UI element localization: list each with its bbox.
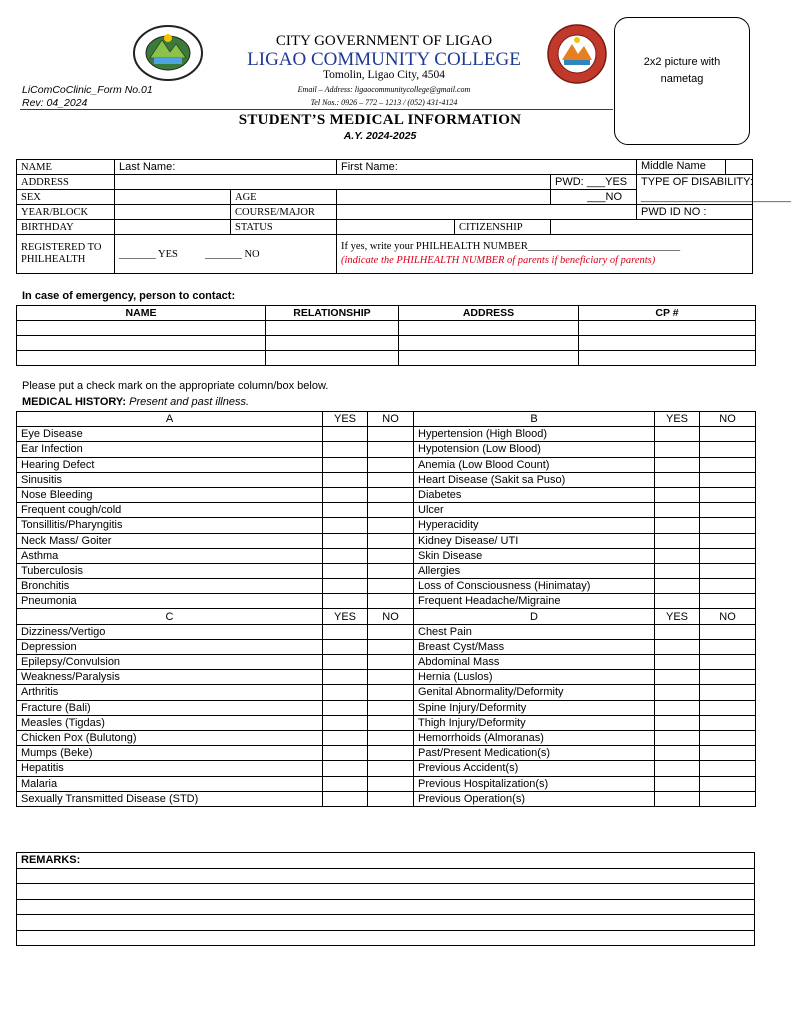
remarks-line[interactable] [17, 930, 755, 946]
illness-label: Abdominal Mass [414, 655, 655, 670]
illness-label: Loss of Consciousness (Hinimatay) [414, 579, 655, 594]
emergency-cell[interactable] [17, 336, 266, 351]
illness-label: Hyperacidity [414, 518, 655, 533]
illness-label: Spine Injury/Deformity [414, 700, 655, 715]
illness-yes-checkbox[interactable] [323, 776, 368, 791]
illness-no-checkbox[interactable] [368, 685, 414, 700]
age-field[interactable] [337, 190, 551, 205]
sex-label: SEX [17, 190, 115, 205]
illness-no-checkbox[interactable] [368, 639, 414, 654]
illness-no-checkbox[interactable] [368, 670, 414, 685]
table-row [17, 533, 756, 548]
illness-yes-checkbox[interactable] [323, 457, 368, 472]
illness-label: Neck Mass/ Goiter [17, 533, 323, 548]
table-row [17, 685, 756, 700]
college-email: Email – Address: ligaocommunitycollege@gmail.com [297, 85, 471, 94]
remarks-line[interactable] [17, 868, 755, 884]
illness-label: Tuberculosis [17, 563, 323, 578]
medical-history-table [16, 411, 756, 807]
first-name-field[interactable]: First Name: [337, 160, 637, 175]
emergency-cell[interactable] [266, 351, 399, 366]
illness-yes-checkbox[interactable] [655, 594, 700, 609]
table-row [17, 457, 756, 472]
illness-label: Dizziness/Vertigo [17, 624, 323, 639]
illness-label: Previous Accident(s) [414, 761, 655, 776]
illness-no-checkbox[interactable] [700, 442, 756, 457]
illness-no-checkbox[interactable] [700, 548, 756, 563]
illness-yes-checkbox[interactable] [323, 427, 368, 442]
academic-year: A.Y. 2024-2025 [343, 130, 417, 142]
photo-label: 2x2 picture with nametag [643, 56, 721, 85]
table-row [17, 884, 755, 900]
illness-label: Sinusitis [17, 472, 323, 487]
illness-no-checkbox[interactable] [700, 730, 756, 745]
section-d-header: D [414, 609, 655, 624]
type-disability-label: TYPE OF DISABILITY: [637, 175, 753, 190]
illness-yes-checkbox[interactable] [323, 746, 368, 761]
illness-no-checkbox[interactable] [700, 518, 756, 533]
birthday-field[interactable] [115, 220, 231, 235]
emergency-cell[interactable] [579, 336, 756, 351]
sex-field[interactable] [115, 190, 231, 205]
table-row [17, 700, 756, 715]
illness-no-checkbox[interactable] [368, 776, 414, 791]
illness-no-checkbox[interactable] [700, 472, 756, 487]
illness-no-checkbox[interactable] [700, 487, 756, 502]
year-block-field[interactable] [115, 205, 231, 220]
illness-no-checkbox[interactable] [368, 700, 414, 715]
illness-yes-checkbox[interactable] [323, 533, 368, 548]
illness-label: Thigh Injury/Deformity [414, 715, 655, 730]
table-row [17, 746, 756, 761]
name-label: NAME [17, 160, 115, 175]
remarks-line[interactable] [17, 915, 755, 931]
table-row [17, 639, 756, 654]
illness-label: Chicken Pox (Bulutong) [17, 730, 323, 745]
college-telephone: Tel Nos.: 0926 – 772 – 1213 / (052) 431-4124 [310, 98, 458, 107]
yes-column-header: YES [323, 609, 368, 624]
table-row [17, 548, 756, 563]
table-row [17, 776, 756, 791]
illness-no-checkbox[interactable] [368, 548, 414, 563]
illness-yes-checkbox[interactable] [323, 715, 368, 730]
table-row [17, 579, 756, 594]
illness-no-checkbox[interactable] [700, 685, 756, 700]
birthday-label: BIRTHDAY [17, 220, 115, 235]
illness-yes-checkbox[interactable] [323, 503, 368, 518]
emergency-cell[interactable] [17, 321, 266, 336]
philhealth-note: (indicate the PHILHEALTH NUMBER of parents if beneficiary of parents) [341, 255, 656, 266]
illness-yes-checkbox[interactable] [323, 700, 368, 715]
address-label: ADDRESS [17, 175, 115, 190]
illness-label: Epilepsy/Convulsion [17, 655, 323, 670]
table-row [17, 442, 756, 457]
illness-label: Genital Abnormality/Deformity [414, 685, 655, 700]
no-column-header: NO [368, 609, 414, 624]
year-block-label: YEAR/BLOCK [17, 205, 115, 220]
illness-yes-checkbox[interactable] [323, 761, 368, 776]
illness-yes-checkbox[interactable] [655, 685, 700, 700]
illness-label: Eye Disease [17, 427, 323, 442]
illness-label: Breast Cyst/Mass [414, 639, 655, 654]
city-government-title: CITY GOVERNMENT OF LIGAO [275, 33, 493, 49]
table-row [17, 761, 756, 776]
illness-yes-checkbox[interactable] [655, 761, 700, 776]
illness-no-checkbox[interactable] [368, 533, 414, 548]
illness-label: Hemorrhoids (Almoranas) [414, 730, 655, 745]
table-row [17, 868, 755, 884]
illness-yes-checkbox[interactable] [655, 791, 700, 806]
illness-no-checkbox[interactable] [700, 624, 756, 639]
table-row [17, 351, 756, 366]
table-row [17, 915, 755, 931]
table-row [17, 503, 756, 518]
illness-no-checkbox[interactable] [368, 594, 414, 609]
illness-label: Past/Present Medication(s) [414, 746, 655, 761]
philhealth-yes-option[interactable]: _______ YES [119, 248, 178, 260]
college-name: LIGAO COMMUNITY COLLEGE [247, 49, 521, 70]
table-row [17, 472, 756, 487]
illness-label: Arthritis [17, 685, 323, 700]
pwd-no-field[interactable]: ___NO [551, 190, 637, 205]
illness-yes-checkbox[interactable] [655, 427, 700, 442]
last-name-field[interactable]: Last Name: [115, 160, 337, 175]
illness-label: Hypertension (High Blood) [414, 427, 655, 442]
illness-label: Kidney Disease/ UTI [414, 533, 655, 548]
illness-label: Sexually Transmitted Disease (STD) [17, 791, 323, 806]
illness-yes-checkbox[interactable] [655, 746, 700, 761]
illness-yes-checkbox[interactable] [655, 624, 700, 639]
remarks-table [16, 852, 755, 946]
illness-label: Weakness/Paralysis [17, 670, 323, 685]
illness-no-checkbox[interactable] [700, 670, 756, 685]
illness-yes-checkbox[interactable] [323, 624, 368, 639]
illness-no-checkbox[interactable] [368, 518, 414, 533]
illness-yes-checkbox[interactable] [323, 639, 368, 654]
illness-yes-checkbox[interactable] [655, 700, 700, 715]
illness-label: Heart Disease (Sakit sa Puso) [414, 472, 655, 487]
illness-label: Previous Operation(s) [414, 791, 655, 806]
emergency-cell[interactable] [399, 351, 579, 366]
illness-yes-checkbox[interactable] [655, 457, 700, 472]
illness-no-checkbox[interactable] [368, 624, 414, 639]
illness-yes-checkbox[interactable] [655, 442, 700, 457]
table-row [17, 715, 756, 730]
illness-yes-checkbox[interactable] [323, 518, 368, 533]
illness-yes-checkbox[interactable] [323, 442, 368, 457]
illness-label: Bronchitis [17, 579, 323, 594]
illness-no-checkbox[interactable] [700, 563, 756, 578]
illness-label: Nose Bleeding [17, 487, 323, 502]
illness-label: Tonsillitis/Pharyngitis [17, 518, 323, 533]
citizenship-field[interactable] [551, 220, 753, 235]
table-row [17, 563, 756, 578]
illness-label: Hernia (Luslos) [414, 670, 655, 685]
remarks-line[interactable] [17, 884, 755, 900]
illness-yes-checkbox[interactable] [655, 533, 700, 548]
philhealth-label: REGISTERED TO PHILHEALTH [17, 235, 115, 274]
illness-no-checkbox[interactable] [700, 791, 756, 806]
emergency-heading: In case of emergency, person to contact: [22, 290, 236, 302]
table-row [17, 670, 756, 685]
emergency-cell[interactable] [579, 351, 756, 366]
illness-label: Ear Infection [17, 442, 323, 457]
illness-label: Previous Hospitalization(s) [414, 776, 655, 791]
illness-label: Diabetes [414, 487, 655, 502]
illness-yes-checkbox[interactable] [655, 487, 700, 502]
illness-label: Hepatitis [17, 761, 323, 776]
illness-yes-checkbox[interactable] [655, 639, 700, 654]
illness-no-checkbox[interactable] [700, 639, 756, 654]
illness-yes-checkbox[interactable] [323, 563, 368, 578]
illness-no-checkbox[interactable] [700, 776, 756, 791]
section-b-header: B [414, 412, 655, 427]
illness-yes-checkbox[interactable] [323, 594, 368, 609]
illness-no-checkbox[interactable] [368, 791, 414, 806]
age-label: AGE [231, 190, 337, 205]
no-column-header: NO [700, 412, 756, 427]
illness-no-checkbox[interactable] [700, 700, 756, 715]
remarks-label: REMARKS: [17, 853, 755, 869]
illness-label: Depression [17, 639, 323, 654]
emergency-cell[interactable] [266, 336, 399, 351]
emergency-cell[interactable] [579, 321, 756, 336]
medical-section-header-row [17, 609, 756, 624]
illness-yes-checkbox[interactable] [655, 472, 700, 487]
address-field[interactable] [115, 175, 551, 190]
illness-yes-checkbox[interactable] [655, 715, 700, 730]
table-row [17, 336, 756, 351]
yes-column-header: YES [655, 609, 700, 624]
illness-yes-checkbox[interactable] [323, 655, 368, 670]
yes-column-header: YES [655, 412, 700, 427]
philhealth-number-label: If yes, write your PHILHEALTH NUMBER_____________________________ [341, 241, 681, 252]
illness-yes-checkbox[interactable] [655, 503, 700, 518]
illness-no-checkbox[interactable] [368, 442, 414, 457]
status-field[interactable] [337, 220, 455, 235]
illness-label: Pneumonia [17, 594, 323, 609]
emergency-cp-header: CP # [579, 306, 756, 321]
illness-no-checkbox[interactable] [368, 579, 414, 594]
illness-yes-checkbox[interactable] [655, 579, 700, 594]
illness-yes-checkbox[interactable] [323, 548, 368, 563]
illness-yes-checkbox[interactable] [655, 518, 700, 533]
course-major-field[interactable] [337, 205, 637, 220]
illness-label: Asthma [17, 548, 323, 563]
illness-label: Hearing Defect [17, 457, 323, 472]
check-instructions: Please put a check mark on the appropriate column/box below. [22, 380, 329, 392]
illness-yes-checkbox[interactable] [655, 563, 700, 578]
illness-no-checkbox[interactable] [368, 746, 414, 761]
emergency-cell[interactable] [399, 336, 579, 351]
yes-column-header: YES [323, 412, 368, 427]
table-row [17, 899, 755, 915]
illness-no-checkbox[interactable] [700, 533, 756, 548]
middle-name-field[interactable] [637, 160, 753, 175]
illness-no-checkbox[interactable] [700, 655, 756, 670]
course-major-label: COURSE/MAJOR [231, 205, 337, 220]
illness-no-checkbox[interactable] [368, 503, 414, 518]
no-column-header: NO [368, 412, 414, 427]
student-info-table [16, 159, 791, 274]
illness-no-checkbox[interactable] [368, 730, 414, 745]
medical-history-label: MEDICAL HISTORY: [22, 396, 127, 408]
illness-label: Fracture (Bali) [17, 700, 323, 715]
illness-no-checkbox[interactable] [368, 472, 414, 487]
illness-label: Skin Disease [414, 548, 655, 563]
illness-no-checkbox[interactable] [368, 487, 414, 502]
medical-history-heading [22, 396, 249, 408]
illness-no-checkbox[interactable] [368, 655, 414, 670]
section-c-header: C [17, 609, 323, 624]
table-row [17, 487, 756, 502]
illness-label: Ulcer [414, 503, 655, 518]
table-row [17, 624, 756, 639]
illness-yes-checkbox[interactable] [323, 487, 368, 502]
pwd-yes-field[interactable]: PWD: ___YES [551, 175, 637, 190]
illness-yes-checkbox[interactable] [323, 670, 368, 685]
medical-history-sub: Present and past illness. [126, 396, 250, 408]
illness-label: Hypotension (Low Blood) [414, 442, 655, 457]
header-rule [20, 109, 613, 110]
table-row [17, 930, 755, 946]
form-title: STUDENT’S MEDICAL INFORMATION [238, 112, 522, 128]
illness-no-checkbox[interactable] [368, 715, 414, 730]
illness-yes-checkbox[interactable] [323, 730, 368, 745]
form-number: LiComCoClinic_Form No.01 [22, 84, 153, 96]
type-disability-field[interactable]: ______________________________ [637, 190, 753, 205]
emergency-cell[interactable] [17, 351, 266, 366]
table-row [17, 518, 756, 533]
emergency-cell[interactable] [399, 321, 579, 336]
philhealth-no-option[interactable]: _______ NO [205, 248, 260, 260]
table-row [17, 427, 756, 442]
illness-no-checkbox[interactable] [368, 761, 414, 776]
illness-label: Malaria [17, 776, 323, 791]
illness-no-checkbox[interactable] [368, 457, 414, 472]
illness-label: Mumps (Beke) [17, 746, 323, 761]
pwd-id-field[interactable]: PWD ID NO : [637, 205, 753, 220]
illness-yes-checkbox[interactable] [655, 655, 700, 670]
illness-label: Frequent Headache/Migraine [414, 594, 655, 609]
emergency-cell[interactable] [266, 321, 399, 336]
form-revision: Rev: 04_2024 [22, 97, 88, 109]
remarks-line[interactable] [17, 899, 755, 915]
illness-yes-checkbox[interactable] [323, 472, 368, 487]
illness-label: Frequent cough/cold [17, 503, 323, 518]
table-row [17, 594, 756, 609]
illness-yes-checkbox[interactable] [323, 579, 368, 594]
illness-yes-checkbox[interactable] [655, 730, 700, 745]
illness-label: Measles (Tigdas) [17, 715, 323, 730]
illness-label: Allergies [414, 563, 655, 578]
illness-yes-checkbox[interactable] [655, 776, 700, 791]
illness-no-checkbox[interactable] [368, 563, 414, 578]
emergency-address-header: ADDRESS [399, 306, 579, 321]
illness-yes-checkbox[interactable] [655, 548, 700, 563]
illness-label: Chest Pain [414, 624, 655, 639]
table-row [17, 791, 756, 806]
table-row [17, 655, 756, 670]
illness-yes-checkbox[interactable] [323, 685, 368, 700]
middle-name-label: Middle Name [637, 160, 726, 174]
illness-no-checkbox[interactable] [700, 503, 756, 518]
illness-no-checkbox[interactable] [700, 579, 756, 594]
emergency-table [16, 305, 756, 366]
illness-no-checkbox[interactable] [700, 715, 756, 730]
citizenship-label: CITIZENSHIP [455, 220, 551, 235]
illness-no-checkbox[interactable] [700, 457, 756, 472]
illness-yes-checkbox[interactable] [655, 670, 700, 685]
emergency-name-header: NAME [17, 306, 266, 321]
table-row [17, 730, 756, 745]
illness-no-checkbox[interactable] [368, 427, 414, 442]
illness-label: Anemia (Low Blood Count) [414, 457, 655, 472]
table-row [17, 321, 756, 336]
illness-no-checkbox[interactable] [700, 761, 756, 776]
college-address: Tomolin, Ligao City, 4504 [322, 69, 446, 81]
illness-no-checkbox[interactable] [700, 746, 756, 761]
status-label: STATUS [231, 220, 337, 235]
illness-yes-checkbox[interactable] [323, 791, 368, 806]
medical-section-header-row [17, 412, 756, 427]
illness-no-checkbox[interactable] [700, 427, 756, 442]
illness-no-checkbox[interactable] [700, 594, 756, 609]
philhealth-number-field[interactable] [337, 235, 753, 274]
no-column-header: NO [700, 609, 756, 624]
philhealth-registered-field[interactable] [115, 235, 337, 274]
section-a-header: A [17, 412, 323, 427]
emergency-relationship-header: RELATIONSHIP [266, 306, 399, 321]
